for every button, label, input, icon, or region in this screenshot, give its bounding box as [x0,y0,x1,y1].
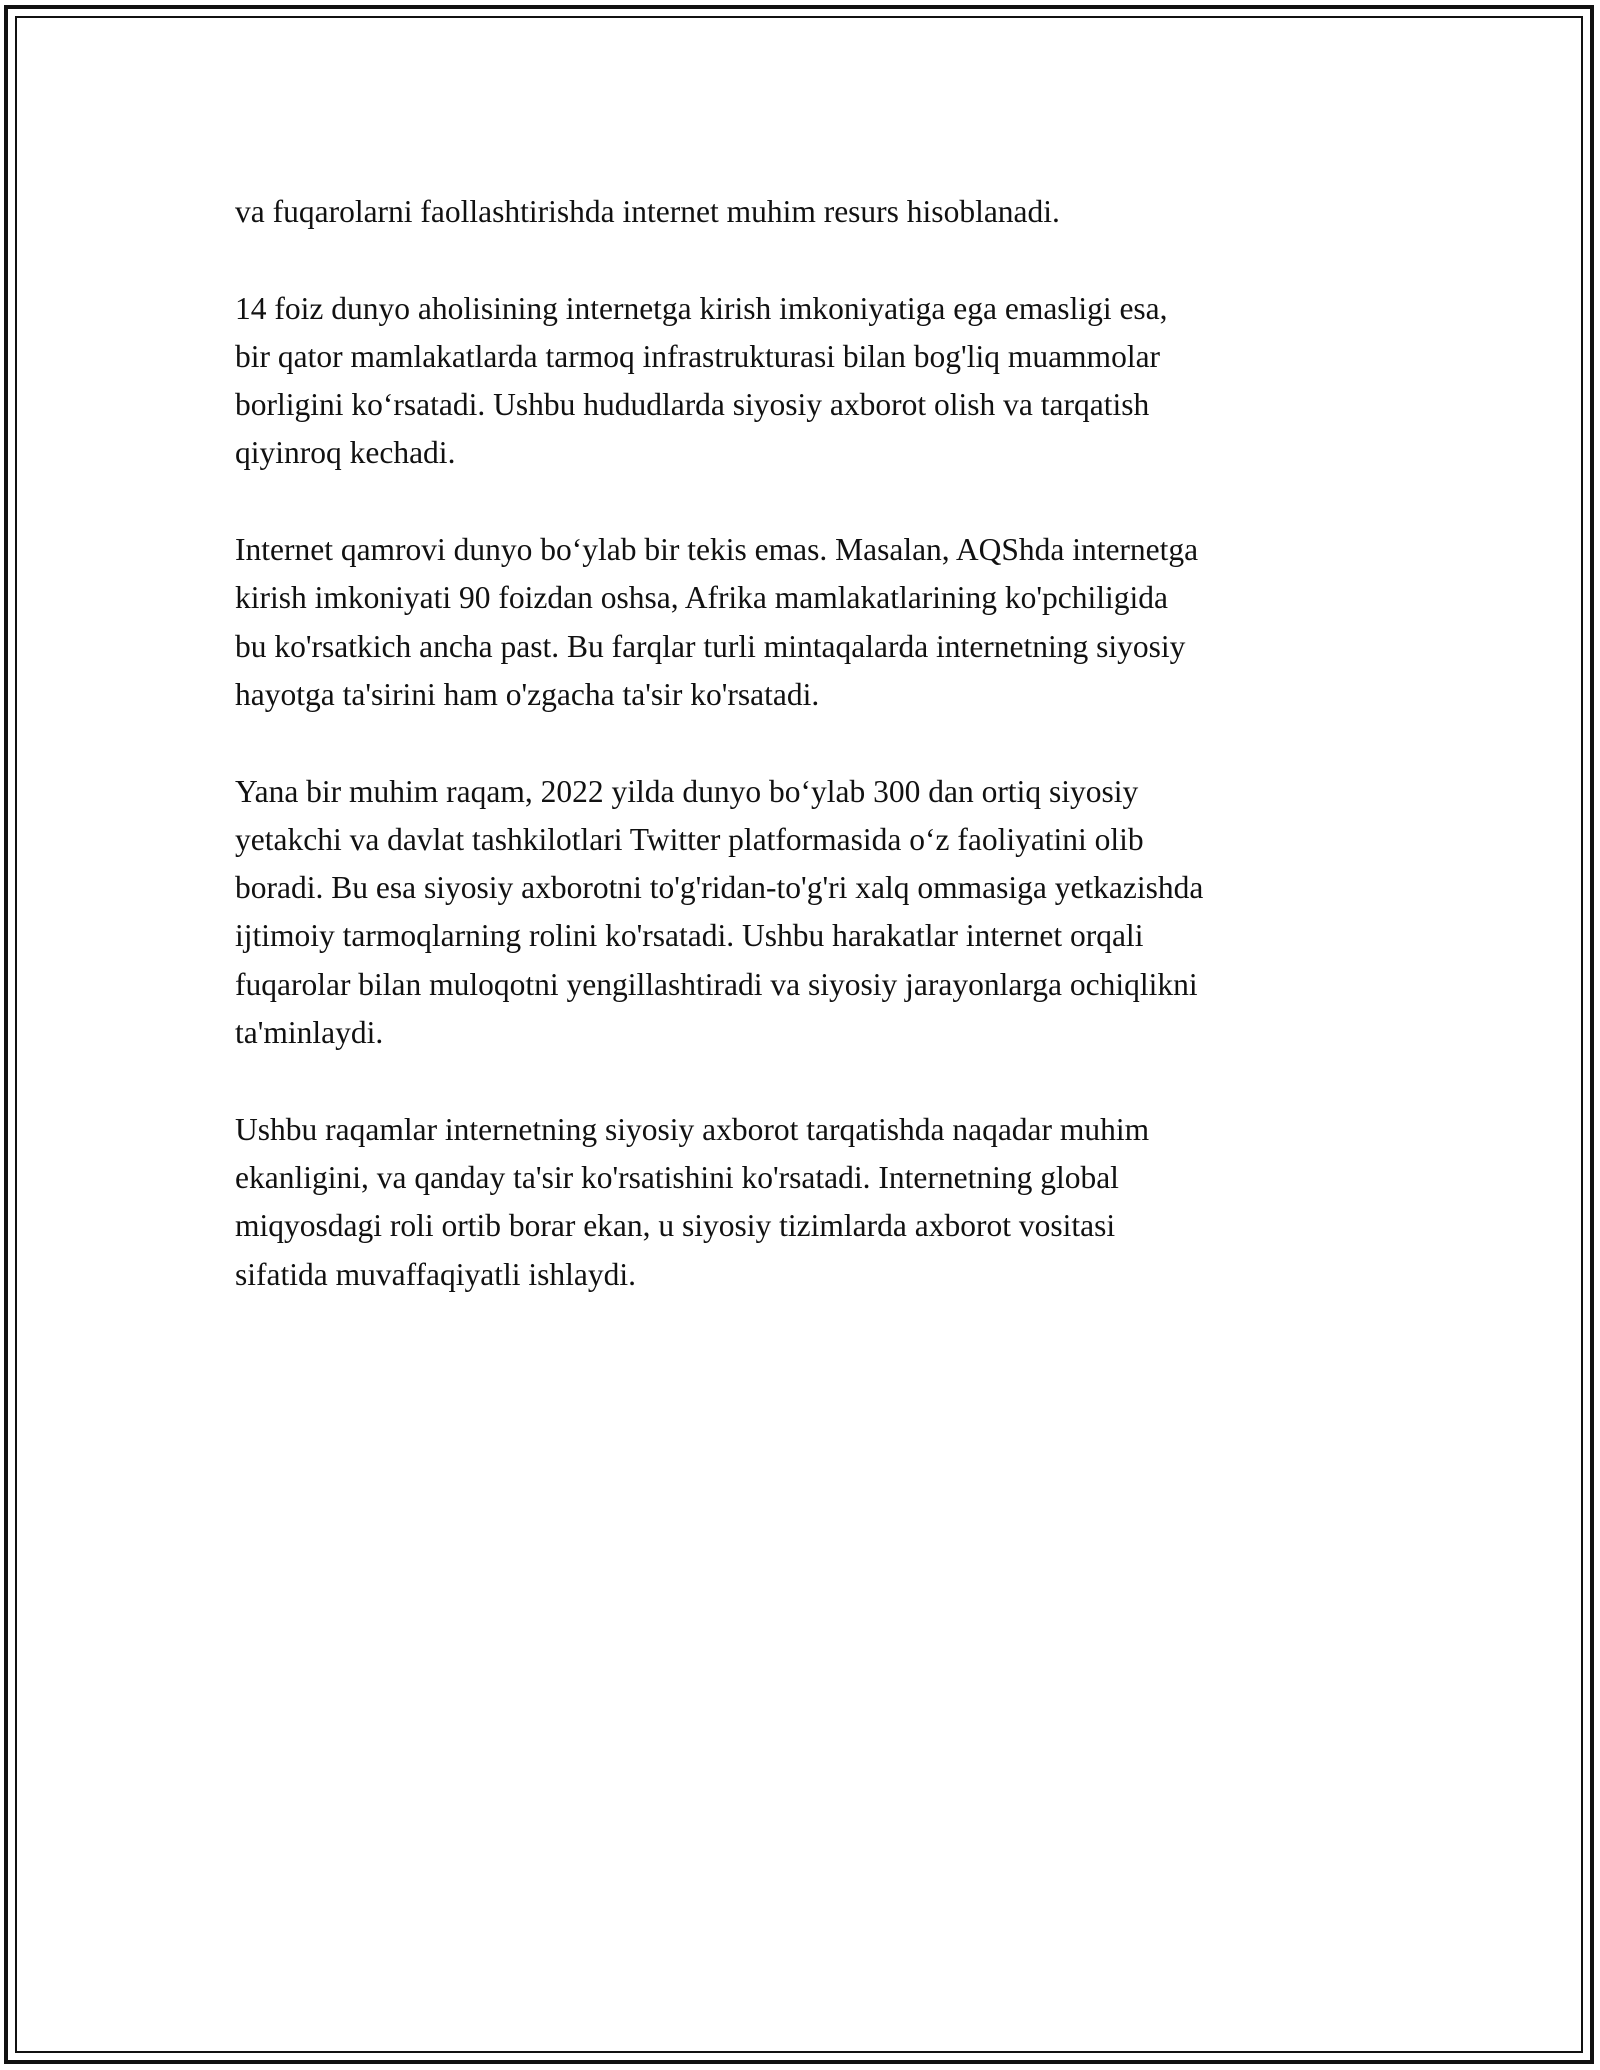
paragraph: va fuqarolarni faollashtirishda internet muhim resurs hisoblanadi. [235,194,1060,229]
paragraph: Internet qamrovi dunyo boʻylab bir tekis emas. Masalan, AQShda internetga kirish imkoniyati 90 foizdan oshsa, Afrika mamlakatlarining ko'pchiligida bu ko'rsatkich ancha past. Bu farqlar turli mintaqalarda internetning siyosiy hayotga ta'sirini ham o'zgacha ta'sir ko'rsatadi. [235,532,1199,712]
paragraph: Yana bir muhim raqam, 2022 yilda dunyo boʻylab 300 dan ortiq siyosiy yetakchi va davlat tashkilotlari Twitter platformasida oʻz faoliyatini olib boradi. Bu esa siyosiy axborotni to'g'ridan-to'g'ri xalq ommasiga yetkazishda ijtimoiy tarmoqlarning rolini ko'rsatadi. Ushbu harakatlar internet orqali fuqarolar bilan muloqotni yengillashtiradi va siyosiy jarayonlarga ochiqlikni ta'minlaydi. [235,773,1204,1051]
paragraph: 14 foiz dunyo aholisining internetga kirish imkoniyatiga ega emasligi esa, bir qator mamlakatlarda tarmoq infrastrukturasi bilan bog'liq muammolar borligini koʻrsatadi. Ushbu hududlarda siyosiy axborot olish va tarqatish qiyinroq kechadi. [235,290,1168,471]
document-body [235,188,1385,1347]
paragraph: Ushbu raqamlar internetning siyosiy axborot tarqatishda naqadar muhim ekanligini, va qanday ta'sir ko'rsatishini ko'rsatadi. Internetning global miqyosdagi roli ortib borar ekan, u siyosiy tizimlarda axborot vositasi sifatida muvaffaqiyatli ishlaydi. [235,1111,1150,1292]
